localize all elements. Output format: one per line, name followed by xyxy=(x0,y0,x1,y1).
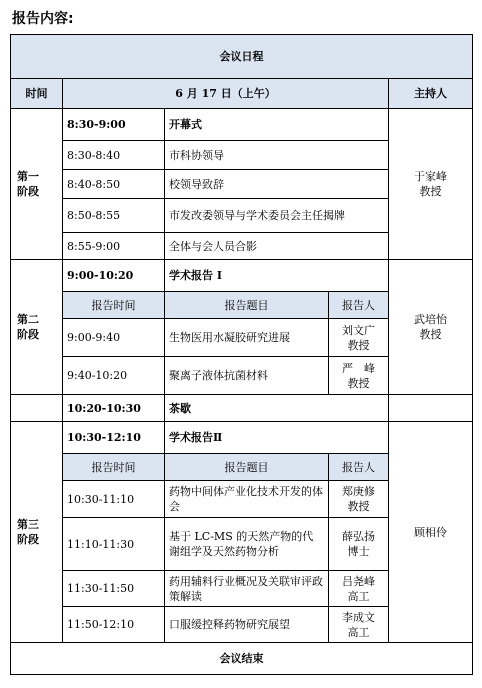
speaker-title: 教授 xyxy=(347,338,370,352)
row-speaker xyxy=(329,571,389,607)
stage2-host-name: 武培怡 xyxy=(414,313,448,326)
row-speaker xyxy=(329,518,389,571)
header-row xyxy=(11,79,473,109)
row-item: 校领导致辞 xyxy=(165,170,389,199)
header-host: 主持人 xyxy=(389,79,473,109)
row-item: 全体与会人员合影 xyxy=(165,233,389,260)
row-time: 8:40-8:50 xyxy=(63,170,165,199)
stage2-label-line2: 阶段 xyxy=(17,328,39,341)
stage2-label-line1: 第二 xyxy=(17,313,39,326)
stage1-label-line1: 第一 xyxy=(17,170,39,183)
speaker-title: 教授 xyxy=(347,376,370,390)
table-footer: 会议结束 xyxy=(11,643,473,675)
stage3-label xyxy=(11,422,63,643)
row-speaker xyxy=(329,607,389,643)
row-speaker xyxy=(329,481,389,518)
table-row xyxy=(11,260,473,292)
row-speaker xyxy=(329,357,389,395)
stage1-head-title: 开幕式 xyxy=(165,109,389,141)
stage2-host xyxy=(389,260,473,395)
stage2-host-title: 教授 xyxy=(419,328,442,341)
header-time: 时间 xyxy=(11,79,63,109)
sub-header-topic: 报告题目 xyxy=(165,454,329,481)
row-topic: 药物中间体产业化技术开发的体会 xyxy=(165,481,329,518)
speaker-name: 薛弘扬 xyxy=(342,530,375,543)
break-title: 茶歇 xyxy=(165,395,389,422)
header-date: 6 月 17 日（上午） xyxy=(63,79,389,109)
row-time: 11:50-12:10 xyxy=(63,607,165,643)
table-row xyxy=(11,422,473,454)
footer-row xyxy=(11,643,473,675)
sub-header-speaker: 报告人 xyxy=(329,292,389,319)
row-time: 10:30-11:10 xyxy=(63,481,165,518)
row-topic: 口服缓控释药物研究展望 xyxy=(165,607,329,643)
table-row xyxy=(11,109,473,141)
stage2-head-time: 9:00-10:20 xyxy=(63,260,165,292)
break-host-spacer xyxy=(389,395,473,422)
page-heading: 报告内容: xyxy=(12,11,74,27)
schedule-table xyxy=(10,34,473,675)
stage3-host: 顾相伶 xyxy=(389,422,473,643)
stage3-label-line2: 阶段 xyxy=(17,533,39,546)
stage1-host xyxy=(389,109,473,260)
speaker-title: 教授 xyxy=(347,500,370,513)
stage1-label xyxy=(11,109,63,260)
stage1-head-time: 8:30-9:00 xyxy=(63,109,165,141)
row-time: 9:00-9:40 xyxy=(63,319,165,357)
row-topic: 基于 LC-MS 的天然产物的代谢组学及天然药物分析 xyxy=(165,518,329,571)
stage3-label-line1: 第三 xyxy=(17,518,39,531)
speaker-title: 高工 xyxy=(347,625,370,639)
speaker-name: 吕尧峰 xyxy=(342,574,375,588)
speaker-name: 郑庚修 xyxy=(342,485,375,498)
row-topic: 药用辅料行业概况及关联审评政策解读 xyxy=(165,571,329,607)
row-topic: 聚离子液体抗菌材料 xyxy=(165,357,329,395)
row-time: 8:55-9:00 xyxy=(63,233,165,260)
stage2-label xyxy=(11,260,63,395)
speaker-title: 博士 xyxy=(347,545,370,558)
sub-header-time: 报告时间 xyxy=(63,454,165,481)
stage1-host-name: 于家峰 xyxy=(414,170,448,183)
row-time: 11:10-11:30 xyxy=(63,518,165,571)
row-time: 11:30-11:50 xyxy=(63,571,165,607)
row-item: 市科协领导 xyxy=(165,141,389,170)
break-row xyxy=(11,395,473,422)
stage2-head-title: 学术报告 I xyxy=(165,260,389,292)
row-time: 9:40-10:20 xyxy=(63,357,165,395)
stage1-host-title: 教授 xyxy=(419,185,442,198)
row-item: 市发改委领导与学术委员会主任揭牌 xyxy=(165,199,389,233)
speaker-name: 刘文广 xyxy=(342,323,375,337)
row-topic: 生物医用水凝胶研究进展 xyxy=(165,319,329,357)
sub-header-speaker: 报告人 xyxy=(329,454,389,481)
table-title: 会议日程 xyxy=(11,35,473,79)
break-time: 10:20-10:30 xyxy=(63,395,165,422)
row-time: 8:50-8:55 xyxy=(63,199,165,233)
table-title-row xyxy=(11,35,473,79)
stage1-label-line2: 阶段 xyxy=(17,185,39,198)
stage3-head-time: 10:30-12:10 xyxy=(63,422,165,454)
break-spacer xyxy=(11,395,63,422)
sub-header-time: 报告时间 xyxy=(63,292,165,319)
row-speaker xyxy=(329,319,389,357)
speaker-name: 李成文 xyxy=(342,610,375,624)
speaker-title: 高工 xyxy=(347,589,370,603)
row-time: 8:30-8:40 xyxy=(63,141,165,170)
speaker-name: 严 峰 xyxy=(342,361,375,375)
stage3-head-title: 学术报告Ⅱ xyxy=(165,422,389,454)
sub-header-topic: 报告题目 xyxy=(165,292,329,319)
